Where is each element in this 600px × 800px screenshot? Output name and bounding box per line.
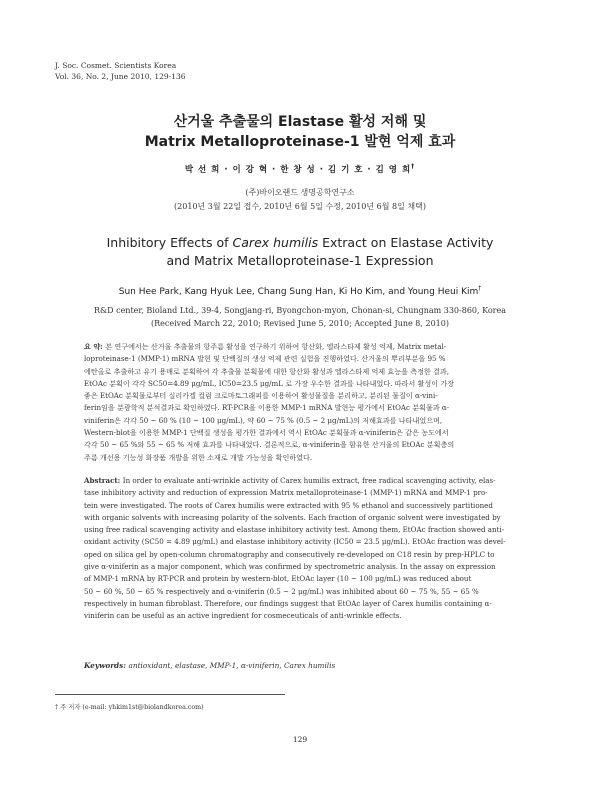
korean-abstract-line: Western-blot을 이용한 MMP-1 단백질 생성을 평가한 결과에서 역시 EtOAc 분획물과 α-viniferin은 같은 농도에서	[84, 428, 449, 438]
keywords-label: Keywords:	[84, 661, 129, 670]
korean-abstract-line: 요 약: 본 연구에서는 산거울 추출물의 항주름 활성을 연구하기 위하여 항산화, 엘라스타제 활성 억제, Matrix metal-	[84, 342, 447, 351]
korean-abstract-line: 좋은 EtOAc 분획물로부터 실리카겔 컬럼 크로마토그래피를 이용하여 활성물질을 분리하고, 분리된 물질이 α-vini-	[84, 391, 438, 401]
english-affiliation: R&D center, Bioland Ltd., 39-4, Songjang-ri, Byongchon-myon, Chonan-si, Chungnam 330-860, Korea	[93, 306, 506, 315]
english-abstract-lead: Abstract:	[84, 476, 123, 485]
korean-abstract-line: 각각 50 ~ 65 %와 55 ~ 65 % 저해 효과를 나타내었다. 결론적으로, α-viniferin을 함유한 산거울의 EtOAc 분획층의	[84, 440, 455, 450]
korean-author-names: 박 선 희 · 이 강 혁 · 한 창 성 · 김 기 호 · 김 영 희	[184, 165, 412, 175]
english-title-species: Carex humilis	[232, 235, 319, 250]
korean-title-line-2: Matrix Metalloproteinase-1 발현 억제 효과	[144, 134, 456, 150]
english-author-names: Sun Hee Park, Kang Hyuk Lee, Chang Sung Han, Ki Ho Kim, and Young Heui Kim	[118, 287, 479, 297]
keywords-values: antioxidant, elastase, MMP-1, α-viniferin, Carex humilis	[128, 661, 336, 670]
korean-abstract-line: EtOAc 분획이 각각 SC50=4.89 μg/mL, IC50=23.5 μg/mL 로 가장 우수한 결과를 나타내었다. 따라서 활성이 가장	[84, 378, 455, 388]
english-abstract-line: using free radical scavenging activity and elastase inhibitory activity test. Among them, EtOAc fraction showed anti-	[84, 525, 505, 535]
english-abstract-line: oped on silica gel by open-column chromatography and consecutively re-developed on C18 resin by prep-HPLC to	[84, 549, 495, 559]
footnote: † 주 저자 (e-mail: yhkim1st@biolandkorea.com)	[55, 704, 204, 711]
korean-abstract-line: loproteinase-1 (MMP-1) mRNA 발현 및 단백질의 생성 억제 관련 실험을 진행하였다. 산거울의 뿌리부분을 95 %	[84, 354, 446, 364]
english-abstract-line: 50 ~ 60 %, 50 ~ 65 % respectively and α-viniferin (0.5 ~ 2 μg/mL) was inhibited about 60 ~ 75 %, 55 ~ 65 %	[84, 586, 479, 596]
korean-abstract-line: 주름 개선용 기능성 화장품 개발을 위한 소재로 개발 가능성을 확인하였다.	[84, 452, 313, 462]
korean-abstract	[84, 341, 524, 464]
journal-volume: Vol. 36, No. 2, June 2010, 129-136	[55, 72, 186, 81]
english-abstract-line: viniferin can be useful as an active ingredient for cosmeceuticals of anti-wrinkle effects.	[84, 611, 402, 621]
english-abstract-line: tein were investigated. The roots of Carex humilis were extracted with 95 % ethanol and successively partitioned	[84, 500, 493, 510]
english-abstract-line: Abstract: In order to evaluate anti-wrinkle activity of Carex humilis extract, free radical scavenging activity, elas-	[84, 476, 496, 485]
english-abstract-line: of MMP-1 mRNA by RT-PCR and protein by western-blot, EtOAc layer (10 ~ 100 μg/mL) was reduced about	[84, 574, 472, 584]
korean-abstract-line: ferin임을 분광학적 분석결과로 확인하였다. RT-PCR을 이용한 MMP-1 mRNA 발현능 평가에서 EtOAc 분획물과 α-	[84, 403, 450, 413]
english-abstract-line: oxidant activity (SC50 = 4.89 μg/mL) and elastase inhibitory activity (IC50 = 23.5 μg/mL). EtOAc fraction was devel-	[84, 537, 506, 547]
journal-name: J. Soc. Cosmet. Scientists Korea	[55, 61, 177, 70]
english-abstract-line: tase inhibitory activity and reduction of expression Matrix metalloproteinase-1 (MMP-1) mRNA and MMP-1 pro-	[84, 488, 488, 498]
english-dates: (Received March 22, 2010; Revised June 5, 2010; Accepted June 8, 2010)	[151, 319, 449, 328]
corresponding-mark: †	[411, 163, 416, 171]
page-number: 129	[292, 735, 308, 744]
footnote-divider	[55, 694, 285, 695]
keywords	[84, 661, 335, 670]
english-authors	[0, 285, 600, 297]
english-title-post: Extract on Elastase Activity	[318, 235, 494, 250]
korean-abstract-line: viniferin은 각각 50 ~ 60 % (10 ~ 100 μg/mL), 약 60 ~ 75 % (0.5 ~ 2 μg/mL)의 저해효과를 나타내었으며,	[84, 415, 443, 425]
english-title-line-1	[0, 235, 600, 250]
english-abstract	[84, 475, 524, 623]
korean-abstract-lead: 요 약:	[84, 342, 106, 351]
journal-header	[55, 60, 186, 82]
english-abstract-line: with organic solvents with increasing polarity of the solvents. Each fraction of organic solvent were investigated by	[84, 512, 501, 522]
korean-authors	[0, 163, 600, 175]
english-abstract-line: respectively in human fibroblast. Therefore, our findings suggest that EtOAc layer of Carex humilis containing α-	[84, 598, 492, 608]
korean-title-line-1: 산거울 추출물의 Elastase 활성 저해 및	[173, 114, 427, 130]
korean-affiliation: (주)바이오랜드 생명공학연구소	[245, 188, 355, 197]
english-title-pre: Inhibitory Effects of	[106, 235, 233, 250]
english-abstract-line: give α-viniferin as a major component, which was confirmed by spectrometric analysis. In the assay on expression	[84, 562, 496, 572]
korean-dates: (2010년 3월 22일 접수, 2010년 6월 5일 수정, 2010년 6월 8일 채택)	[174, 202, 426, 211]
korean-abstract-line: 에탄올로 추출하고 유기 용매로 분획하여 각 추출물 분획물에 대한 항산화 활성과 엘라스타제 억제 효능을 측정한 결과,	[84, 366, 449, 376]
english-corresponding-mark: †	[478, 285, 482, 292]
english-title-line-2: and Matrix Metalloproteinase-1 Expression	[166, 253, 434, 268]
